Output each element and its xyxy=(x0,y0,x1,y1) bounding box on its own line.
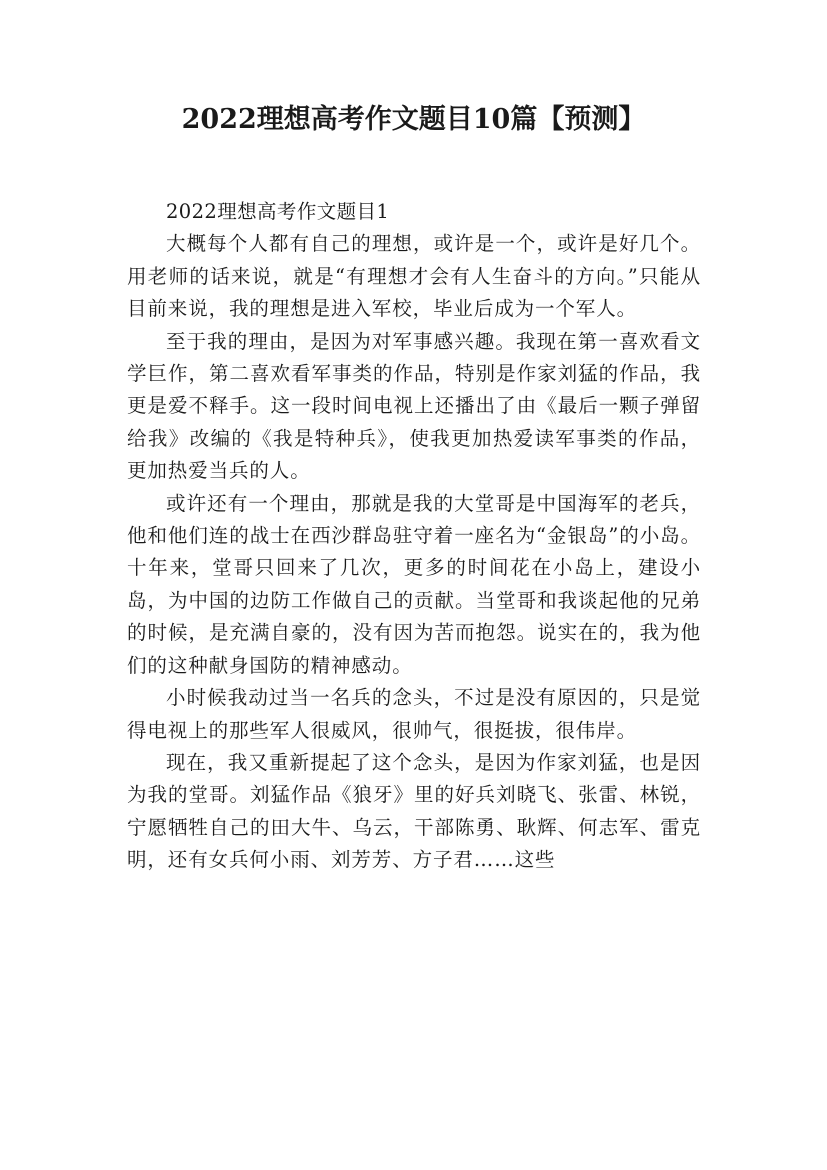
paragraph-2: 至于我的理由，是因为对军事感兴趣。我现在第一喜欢看文学巨作，第二喜欢看军事类的作品，特别是作家刘猛的作品，我更是爱不释手。这一段时间电视上还播出了由《最后一颗子弹留给我》改编的《我是特种兵》，使我更加热爱读军事类的作品，更加热爱当兵的人。 xyxy=(127,329,701,483)
paragraph-4: 小时候我动过当一名兵的念头，不过是没有原因的，只是觉得电视上的那些军人很威风，很帅气，很挺拔，很伟岸。 xyxy=(127,686,701,742)
paragraph-5: 现在，我又重新提起了这个念头，是因为作家刘猛，也是因为我的堂哥。刘猛作品《狼牙》里的好兵刘晓飞、张雷、林锐，宁愿牺牲自己的田大牛、乌云，干部陈勇、耿辉、何志军、雷克明，还有女兵何小雨、刘芳芳、方子君……这些 xyxy=(127,750,701,872)
section-heading: 2022理想高考作文题目1 xyxy=(166,200,390,223)
document-body xyxy=(127,196,701,877)
paragraph-3: 或许还有一个理由，那就是我的大堂哥是中国海军的老兵，他和他们连的战士在西沙群岛驻守着一座名为“金银岛”的小岛。十年来，堂哥只回来了几次，更多的时间花在小岛上，建设小岛，为中国的边防工作做自己的贡献。当堂哥和我谈起他的兄弟的时候，是充满自豪的，没有因为苦而抱怨。说实在的，我为他们的这种献身国防的精神感动。 xyxy=(127,491,701,677)
document-title: 2022理想高考作文题目10篇【预测】 xyxy=(181,104,646,135)
paragraph-1: 大概每个人都有自己的理想，或许是一个，或许是好几个。用老师的话来说，就是“有理想才会有人生奋斗的方向。”只能从目前来说，我的理想是进入军校，毕业后成为一个军人。 xyxy=(127,232,701,321)
